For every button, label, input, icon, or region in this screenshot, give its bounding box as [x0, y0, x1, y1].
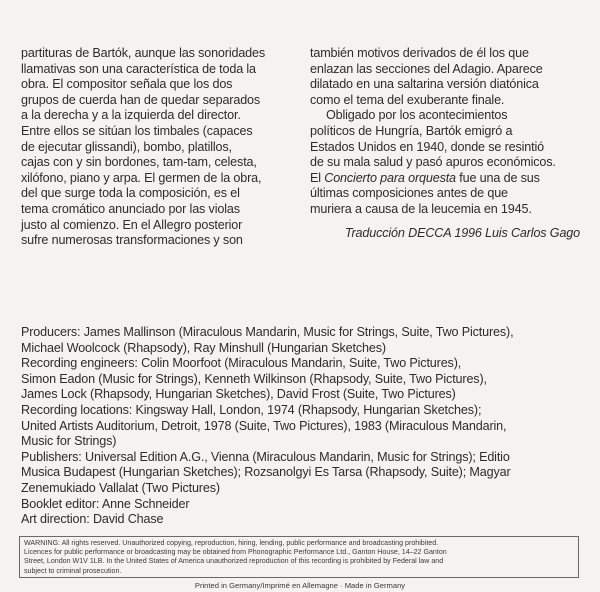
publishers-credit: Publishers: Universal Edition A.G., Vienna (Miraculous Mandarin, Music for Strings); Editio Musica Budapest (Hungarian Sketches); Rozsanolgyi Es Tarsa (Rhapsody, Suite); Magyar Zenemukiado Vallalat (Two Pictures): [21, 449, 511, 495]
right-text-column: [310, 46, 580, 241]
producers-credit: Producers: James Mallinson (Miraculous Mandarin, Music for Strings, Suite, Two Pictures), Michael Woolcock (Rhapsody), Ray Minshull (Hungarian Sketches): [21, 325, 514, 355]
paragraph-2-text-before: Obligado por los acontecimientos políticos de Hungría, Bartók emigró a Estados Unidos en 1940, donde se resintió de su mala salud y pasó apuros económicos. El: [310, 108, 556, 185]
booklet-editor-credit: Booklet editor: Anne Schneider: [21, 496, 190, 511]
paragraph-2-text-after: fue una de sus últimas composiciones antes de que muriera a causa de la leucemia en 1945.: [310, 170, 540, 216]
left-column-paragraph: partituras de Bartók, aunque las sonoridades llamativas son una característica de toda la obra. El compositor señala que los dos grupos de cuerda han de quedar separados a la derecha y a la izquierda del director. Entre ellos se sitúan los timbales (capaces de ejecutar glissandi), bombo, platillos, cajas con y sin bordones, tam-tam, celesta, xilófono, piano y arpa. El germen de la obra, del que surge toda la composición, es el tema cromático anunciado por las violas justo al comienzo. En el Allegro posterior sufre numerosas transformaciones y son: [21, 46, 266, 248]
printed-in-notice: Printed in Germany/Imprimé en Allemagne · Made in Germany: [194, 581, 406, 590]
right-column-paragraph-1: también motivos derivados de él los que enlazan las secciones del Adagio. Aparece dilatado en una saltarina versión diatónica como el tema del exuberante finale.: [310, 46, 543, 107]
concierto-title-italic: Concierto para orquesta: [324, 170, 456, 185]
translation-credit: Traducción DECCA 1996 Luis Carlos Gago: [344, 225, 580, 240]
recording-credits: [21, 325, 586, 528]
right-column-paragraph-2: [310, 108, 580, 217]
locations-credit: Recording locations: Kingsway Hall, London, 1974 (Rhapsody, Hungarian Sketches); United Artists Auditorium, Detroit, 1978 (Suite, Two Pictures), 1983 (Miraculous Mandarin, Music for Strings): [21, 402, 507, 449]
art-direction-credit: Art direction: David Chase: [21, 512, 164, 527]
engineers-credit: Recording engineers: Colin Moorfoot (Miraculous Mandarin, Suite, Two Pictures), Simon Eadon (Music for Strings), Kenneth Wilkinson (Rhapsody, Suite, Two Pictures), James Lock (Rhapsody, Hungarian Sketches), David Frost (Suite, Two Pictures): [21, 356, 487, 402]
copyright-warning-box: WARNING: All rights reserved. Unauthorized copying, reproduction, hiring, lending, public performance and broadcasting prohibited. Licences for public performance or broadcasting may be obtained from Phonographic Performance Ltd., Ganton House, 14–22 Ganton Street, London W1V 1LB. In the United States of America unauthorized reproduction of this recording is prohibited by Federal law and subject to criminal prosecution.: [19, 536, 579, 578]
left-text-column: [21, 46, 291, 249]
